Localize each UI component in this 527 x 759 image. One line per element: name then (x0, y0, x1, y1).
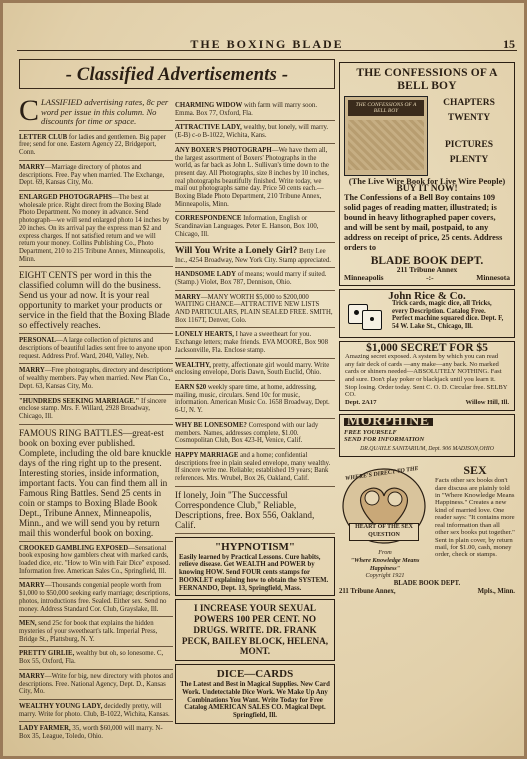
ad-heading: ENLARGED PHOTOGRAPHS (19, 194, 112, 201)
classified-ad (175, 99, 335, 121)
classified-ad (175, 381, 335, 419)
buy-now: BUY IT NOW! (396, 183, 458, 194)
morphine-line-2: SEND FOR INFORMATION (344, 435, 425, 443)
ad-body: —great-est book on boxing ever published. Complete, including the old bare knuckle days of the ring right up to the present. Interesting stories, inside information, important facts. You can find them all in Famous Ring Battles. Send 25 cents in coin or stamps to Boxing Blade Book Dept., Tribune Annex, Minneapolis, Minn., and we will send you by return mail this wonderful book on boxing. (19, 427, 172, 538)
classified-ad (19, 334, 173, 364)
dice-cards-body: The Latest and Best in Magical Supplies. New Card Work. Undetectable Dice Work. We Make Up Any Combinations You Want. Write Today for Free Catalog AMERICAN SALES CO. Magical Dept. Springfield, Ill. (180, 681, 330, 720)
ad-body: —Free photographs, directory and descriptions of wealthy members. Pay when married. New Plan Co., Dept. 63, Kansas City, Mo. (19, 367, 173, 390)
ad-body: of means; would marry if suited. (Stamp.) Violet, Box 787, Dennison, Ohio. (175, 271, 327, 286)
ad-heading: MEN, (19, 620, 37, 628)
rates-notice (19, 95, 173, 131)
ad-heading: PERSONAL (19, 337, 57, 345)
sex-book-ad (339, 463, 515, 580)
ad-body: with farm will marry soon. Emma. Box 77, Oxford, Fla. (175, 102, 318, 117)
ad-heading: MARRY (175, 293, 201, 301)
hypnotism-title: "HYPNOTISM" (214, 540, 296, 553)
ad-heading: FAMOUS RING BATTLES (19, 427, 123, 438)
classified-ad (19, 395, 173, 425)
classified-ad (19, 191, 173, 267)
john-rice-title: John Rice & Co. (388, 289, 466, 302)
classified-ad (19, 267, 173, 334)
ad-body: for ladies and gentlemen. Big paper free; send for one. Eastern Agency 22, Bridgeport, Conn. (19, 133, 166, 157)
display-ads-column (339, 59, 515, 595)
ad-heading: LADY FARMER, (19, 725, 71, 733)
bell-boy-separator: -:- (426, 272, 434, 282)
rates-text: LASSIFIED advertising rates, 8c per word per issue in this column. No discounts for time or space. (41, 97, 169, 127)
ad-body: pretty, affectionate girl would marry. Write enclosing envelope, Doris Dawn, South Euclid, Ohio. (175, 361, 330, 377)
bell-boy-city: Minneapolis (344, 272, 384, 282)
classified-ad (19, 647, 173, 669)
bell-boy-tagline: (The Live Wire Book for Live Wire People) (348, 176, 506, 186)
secret-ad (339, 341, 515, 411)
classified-ad (175, 487, 335, 534)
morphine-title: MORPHINE (344, 418, 433, 426)
sexual-powers-text: I INCREASE YOUR SEXUAL POWERS 100 PER CENT. NO DRUGS. WRITE. DR. FRANK PECK, BAILEY BLOCK, HELENA, MONT. (181, 603, 329, 657)
ad-body: 35, worth $60,000 will marry. N-Box 35, League, Toledo, Ohio. (19, 725, 163, 741)
classified-ad (175, 359, 335, 381)
ad-heading: MARRY (19, 582, 45, 590)
dice-cards-ad (175, 664, 335, 724)
book-cover-illustration (348, 120, 424, 170)
ad-body: I have a sweetheart for you. Exchange letters; make friends. EVA MOORE, Box 908 Jacksonville, Fla. Enclose stamp. (175, 331, 328, 354)
ad-heading: MARRY (19, 367, 45, 375)
ad-heading: CHARMING WIDOW (175, 102, 243, 109)
sex-address: 211 Tribune Annex, (339, 587, 396, 595)
classified-ad (19, 722, 173, 743)
ad-body: —Marriage directory of photos and descriptions. Free. Pay when married. The Exchange, Dept. 69, Kansas City, Mo. (19, 163, 165, 187)
sex-title: SEX (463, 463, 487, 478)
ad-body: —Sensational book exposing how gamblers cheat with marked cards, loaded dice, etc. "How to Win with Fair Dice" exposed. Information free. American Sales Co., Springfield, Ill. (19, 544, 171, 575)
heart-banner-bottom: HEART OF THE SEX QUESTION (349, 523, 419, 540)
classified-ad (19, 700, 173, 722)
ad-heading: WHY BE LONESOME? (175, 421, 247, 429)
dice-icon (346, 300, 386, 334)
bell-boy-ad (339, 62, 515, 286)
ad-heading: WEALTHY YOUNG LADY, (19, 702, 103, 710)
ad-heading: EIGHT CENTS (19, 270, 78, 281)
heart-banner-top: WHERE'S DIRECT TO THE (344, 466, 420, 483)
classified-ad (19, 161, 173, 191)
ad-heading: LETTER CLUB (19, 133, 68, 141)
classified-ad (19, 670, 173, 700)
page-header (17, 37, 517, 51)
classified-ad (175, 144, 335, 213)
secret-body: Amazing secret exposed. A system by which you can read any fair deck of cards —any make—any back. No marked cards or shiners needed—ABSOLUTELY NOTHING. Fast and sure. Don't play poker or blackjack until you learn it. Stop losing. Order today. Sent C. O. D. Circular free. SELBY CO. (345, 352, 508, 399)
ad-body: Information, English or Scandinavian Languages. Peter E. Hanson, Box 100, Chicago, Ill. (175, 215, 319, 238)
bell-boy-title: THE CONFESSIONS OF A BELL BOY (356, 67, 498, 92)
bell-boy-address: 211 Tribune Annex (396, 265, 458, 275)
classified-ad (175, 419, 335, 449)
ad-heading: CORRESPONDENCE (175, 215, 242, 223)
sex-copyright: Copyright 1921 (365, 572, 405, 580)
dice-cards-title: DICE—CARDS (216, 668, 294, 681)
ad-body: —MANY WORTH $5,000 to $200,000 WAITING CHANCE—ATTRACTIVE NEW LISTS AND PARTICULARS, PLAIN SEALED FREE. SMITH, Box 1167T, Denver, Colo. (175, 293, 333, 324)
ad-heading: HAPPY MARRIAGE (175, 451, 239, 459)
classified-ad (19, 617, 173, 647)
ad-heading: HANDSOME LADY (175, 271, 236, 279)
sex-book-illustration (339, 463, 429, 549)
ad-body: —A large collection of pictures and descriptions of beautiful ladies sent free to anyone upon request. Address Prof. Ward, 2040, Valley, Neb. (19, 337, 172, 360)
plenty-label: PLENTY (449, 155, 489, 165)
classified-ad (175, 212, 335, 242)
classified-ad (175, 291, 335, 329)
hypnotism-body: Easily learned by Practical Lessons. Cure habits, relieve disease. Get WEALTH and POWER by knowing HOW. Send FOUR cents stamps for BOOKLET explaining how to obtain the SYSTEM. FERNANDO, Dept. 13, Springfield, Mass. (179, 553, 329, 592)
classified-column-2 (175, 99, 335, 727)
ad-body: —Write for big, new directory with photos and descriptions. Free. National Agency, Dept. D., Kansas City, Mo. (19, 672, 173, 696)
ad-body: send 25c for book that explains the hidden mysteries of your sweetheart's talk. Imperial Press, Bridge St., Plattsburg, N. Y. (19, 620, 158, 643)
sex-city: Mpls., Minn. (477, 587, 515, 595)
ad-body: per word in this the classified column will do the business. Send us your ad now. It is your real opportunity to market your products or service in the field that the Boxing Blade so effectively reaches. (19, 270, 170, 331)
ad-heading: MARRY (19, 163, 45, 171)
morphine-line-1: FREE YOURSELF (344, 428, 397, 436)
classified-ad (19, 131, 173, 161)
pictures-label: PICTURES (444, 140, 494, 150)
ad-body: decidedly pretty, will marry. Write for photo. Club, B-1022, Wichita, Kansas. (19, 702, 170, 718)
john-rice-ad (339, 289, 515, 339)
ad-heading: MARRY (19, 672, 45, 680)
ad-body: weekly spare time, at home, addressing, mailing, music, circulars. Send 10c for music, information. American Music Co. 1658 Broadway, Dept. 6-U, N. Y. (175, 383, 330, 415)
classified-ad (175, 449, 335, 487)
publication-title: THE BOXING BLADE (190, 37, 344, 51)
ad-heading: ANY BOXER'S PHOTOGRAPH (175, 146, 272, 154)
classified-ad (19, 542, 173, 580)
classified-ad (175, 243, 335, 269)
classified-banner (19, 59, 335, 89)
banner-title: - Classified Advertisements - (65, 65, 289, 85)
classified-ad (175, 121, 335, 143)
morphine-address: DR.QUAYLE SANITARIUM, Dept. 906 MADISON,OHIO (360, 445, 494, 452)
ad-body: If lonely, Join "The Successful Correspondence Club," Reliable, Descriptions, free. Box 556, Oakland, Calif. (175, 489, 315, 530)
ad-body: Correspond with our lady members. Names, addresses complete, $1.00. Cosmopolitan Club, Box 423-H, Venice, Calif. (175, 421, 319, 445)
classified-ad (19, 364, 173, 394)
sexual-powers-ad (175, 599, 335, 661)
book-cover-image (344, 96, 428, 176)
classified-column-1 (19, 95, 173, 744)
ad-body: —We have them all, the largest assortment of Boxers' Photographs in the world, as far back as John L. Sullivan's time down to the present day. All Photographs, size 8 inches by 10 inches, real photographs beautifully finished. Write today, we mail out photographs same day. Price 50 cents each.—Boxing Blade Photo Department, 210 Tribune Annex, Minneapolis, Minn. (175, 146, 329, 208)
classified-ad (175, 328, 335, 358)
book-cover-title: THE CONFESSIONS OF A BELL BOY (348, 100, 424, 116)
chapters-label: CHAPTERS (443, 98, 495, 108)
ad-body: —Thousands congenial people worth from $1,000 to $50,000 seeking early marriage; descriptions, photos, introductions free. Sealed. Either sex. Send no money. Address Standard Cor. Club, Grayslake, Ill. (19, 582, 171, 613)
ad-body: If sincere enclose stamp. Mrs. F. Willard, 2928 Broadway, Chicago, Ill. (19, 397, 167, 420)
secret-address: Willow Hill, Ill. (465, 399, 509, 407)
magazine-page (3, 3, 524, 756)
ad-heading: PRETTY GIRLIE, (19, 650, 75, 658)
drop-cap: C (19, 94, 40, 127)
morphine-ad (339, 414, 515, 457)
bell-boy-dept: BLADE BOOK DEPT. (370, 255, 484, 268)
classified-ad (175, 268, 335, 290)
ad-body: and a home; confidential descriptions free in plain sealed envelope, many wealthy. If sincere write me. Reliable; established 19 years; Bank references. Mrs. Wrubel, Box 26, Oakland, Calif. (175, 451, 331, 483)
ad-heading: CROOKED GAMBLING EXPOSED (19, 544, 129, 552)
ad-body: wealthy, but lonely, will marry. (E-B) c-o B-1022, Wichita, Kans. (175, 124, 329, 140)
ad-heading: WEALTHY, (175, 361, 211, 369)
bell-boy-body: The Confessions of a Bell Boy contains 109 solid pages of reading matter, illustrated; is bound in heavy lithographed paper covers, and will be sent by mail, postpaid, to any address on receipt of price, 25 cents. Address orders to (344, 193, 503, 253)
ad-body: Betty Lee Inc., 4254 Broadway, New York City. Stamp appreciated. (175, 247, 331, 264)
sex-dept: BLADE BOOK DEPT. (393, 580, 461, 588)
twenty-label: TWENTY (447, 113, 491, 123)
ad-heading: "HUNDREDS SEEKING MARRIAGE." (19, 397, 140, 405)
ad-heading: Will You Write a Lonely Girl? (175, 245, 298, 256)
sex-body: Facts other sex books don't dare discuss are plainly told in "Where Knowledge Means Happiness." Creates a new kind of married love. One reader says: "It contains more real information than all other sex books put together." Sent in plain cover, by return mail, for $1.00, cash, money order, check or stamps. (435, 477, 515, 559)
bell-boy-state: Minnesota (476, 272, 510, 282)
john-rice-body: Trick cards, magic dice, all Tricks, every Description. Catalog Free. Perfect machine squared dice. Dept. F, 54 W. Lake St., Chicago, Ill. (392, 300, 504, 330)
ad-heading: EARN $20 (175, 383, 207, 391)
ad-heading: ATTRACTIVE LADY, (175, 124, 242, 132)
classified-ad (19, 425, 173, 542)
ad-body: wealthy but oh, so lonesome. C, Box 55, Oxford, Fla. (19, 650, 164, 666)
secret-dept: Dept. 2A17 (345, 399, 377, 407)
ad-body: —The best at wholesale price. Right direct from the Boxing Blade Photo Department. No money in advance. Send photograph—we will send enlarged photo 14 inches by 20 inches. On its arrival pay the express man $2 and express charges. If not satisfied return and we will return your money. Collins Publishing Co., Photo Department, 210 to 215 Tribune Annex, Minneapolis, Minn. (19, 194, 170, 263)
sex-book-title: "Where Knowledge Means Happiness" (350, 556, 420, 572)
sex-from: From (378, 549, 392, 557)
ad-heading: LONELY HEARTS, (175, 331, 234, 339)
hypnotism-ad (175, 537, 335, 597)
page-number: 15 (503, 37, 515, 51)
classified-ad (19, 579, 173, 617)
secret-title: $1,000 SECRET FOR $5 (366, 342, 488, 355)
